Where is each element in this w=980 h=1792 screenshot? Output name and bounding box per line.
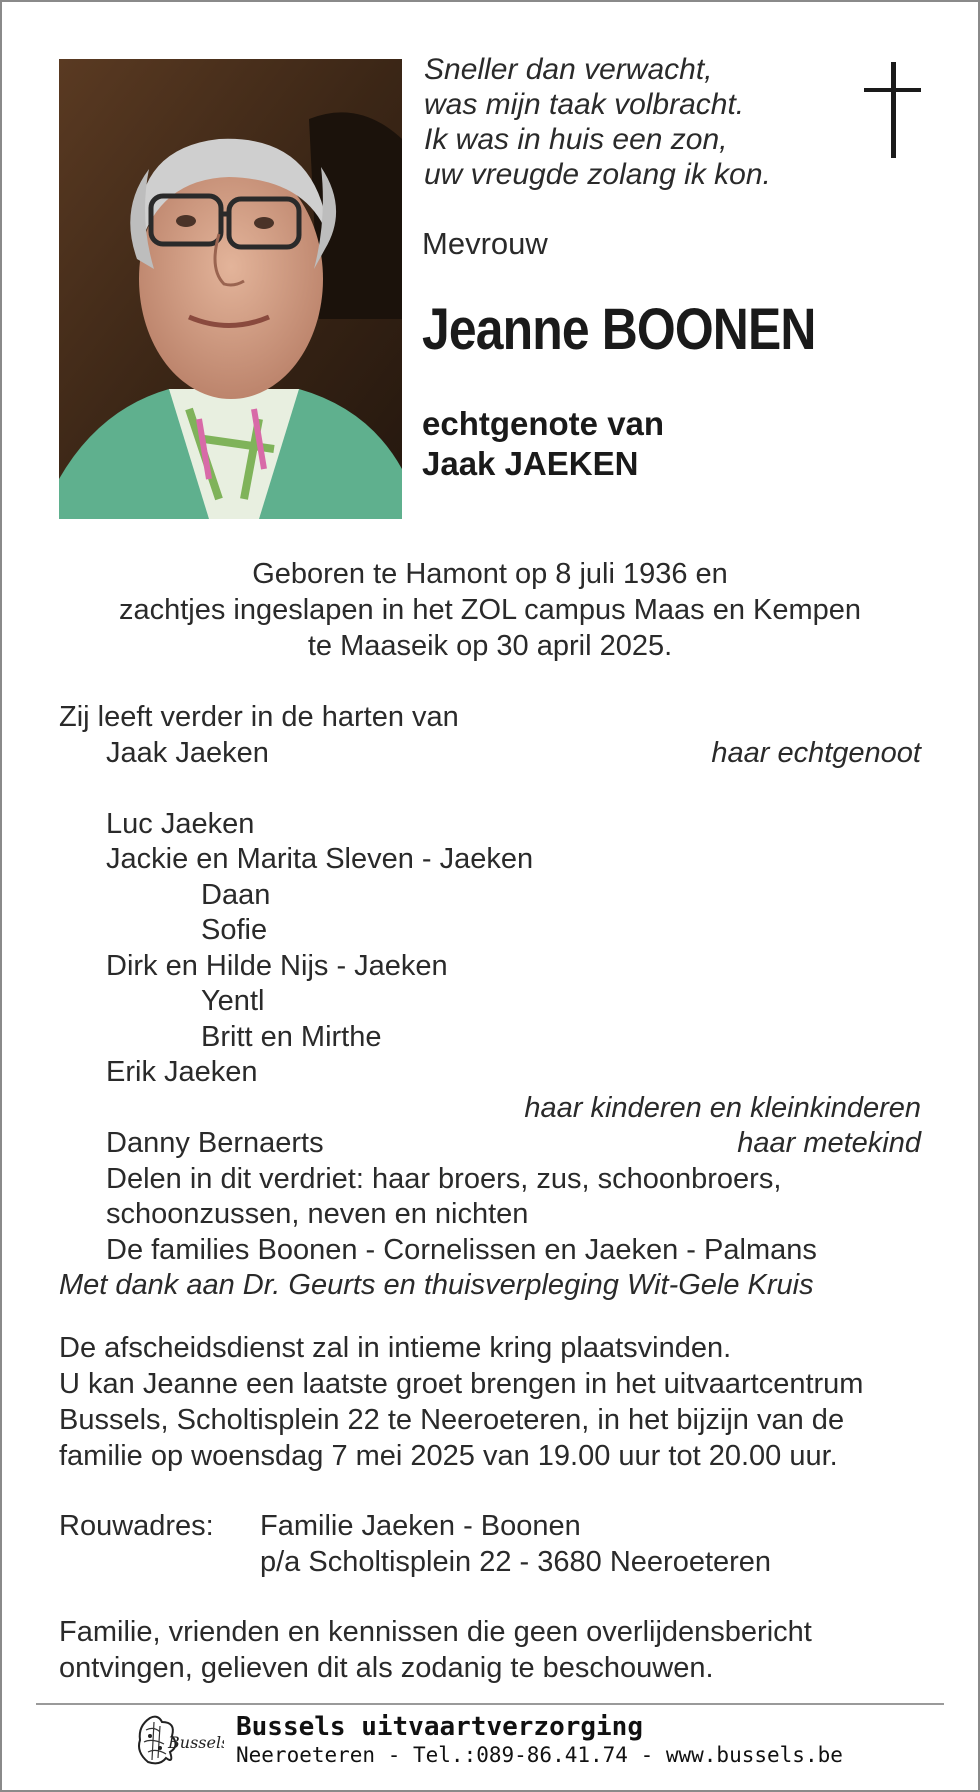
address-line: p/a Scholtisplein 22 - 3680 Neeroeteren <box>260 1546 772 1578</box>
list-item: De families Boonen - Cornelissen en Jaeken - Palmans <box>106 1233 817 1266</box>
service-line: familie op woensdag 7 mei 2025 van 19.00 uur tot 20.00 uur. <box>59 1440 838 1472</box>
portrait-photo <box>59 59 402 519</box>
poem-line: uw vreugde zolang ik kon. <box>424 158 771 191</box>
footer-divider <box>36 1703 944 1705</box>
survivors-list <box>59 700 921 1304</box>
list-item <box>59 1091 921 1127</box>
list-item: Dirk en Hilde Nijs - Jaeken <box>106 949 448 982</box>
spouse-relation: echtgenote van <box>422 405 665 442</box>
godchild-name: Danny Bernaerts <box>106 1127 324 1159</box>
latin-cross-icon <box>864 62 924 160</box>
bussels-logo-icon <box>130 1712 224 1768</box>
company-name: Bussels uitvaartverzorging <box>236 1712 643 1742</box>
children-role: haar kinderen en kleinkinderen <box>524 1091 921 1124</box>
husband-role: haar echtgenoot <box>711 736 921 769</box>
birth-line: zachtjes ingeslapen in het ZOL campus Maas en Kempen <box>118 594 862 626</box>
service-line: De afscheidsdienst zal in intieme kring plaatsvinden. <box>59 1332 732 1364</box>
honorific: Mevrouw <box>422 226 548 261</box>
list-item: Erik Jaeken <box>106 1056 258 1088</box>
godchild-role: haar metekind <box>737 1127 921 1159</box>
poem-line: Sneller dan verwacht, <box>424 53 713 86</box>
service-info <box>59 1330 863 1474</box>
service-line: U kan Jeanne een laatste groet brengen in het uitvaartcentrum <box>59 1368 864 1400</box>
list-item: Jackie en Marita Sleven - Jaeken <box>106 843 534 875</box>
deceased-name: Jeanne BOONEN <box>422 297 816 362</box>
notice-line: ontvingen, gelieven dit als zodanig te beschouwen. <box>59 1652 714 1684</box>
list-item <box>59 736 921 772</box>
poem-line: was mijn taak volbracht. <box>424 88 745 121</box>
list-item: Sofie <box>201 914 268 946</box>
notice-line: Familie, vrienden en kennissen die geen overlijdensbericht <box>59 1616 812 1648</box>
list-item: Luc Jaeken <box>106 807 255 840</box>
list-item: Yentl <box>201 985 265 1017</box>
notice <box>59 1614 812 1686</box>
poem-line: Ik was in huis een zon, <box>424 123 728 156</box>
list-item: schoonzussen, neven en nichten <box>106 1198 529 1230</box>
list-item: Britt en Mirthe <box>201 1020 382 1053</box>
list-item: Delen in dit verdriet: haar broers, zus, schoonbroers, <box>106 1162 782 1195</box>
list-item <box>59 1126 921 1162</box>
spouse-name: Jaak JAEKEN <box>422 445 639 482</box>
logo-text: Bussels <box>168 1733 224 1752</box>
spacer <box>59 771 921 807</box>
birth-line: Geboren te Hamont op 8 juli 1936 en <box>252 558 728 590</box>
spouse-block <box>422 404 664 484</box>
service-line: Bussels, Scholtisplein 22 te Neeroeteren, in het bijzijn van de <box>59 1404 845 1436</box>
mourning-address <box>260 1508 771 1580</box>
survivors-intro: Zij leeft verder in de harten van <box>59 701 459 733</box>
thanks-line: Met dank aan Dr. Geurts en thuisverpleging Wit-Gele Kruis <box>59 1269 814 1301</box>
birth-line: te Maaseik op 30 april 2025. <box>307 630 673 662</box>
poem <box>424 52 771 192</box>
company-contact: Neeroeteren - Tel.:089-86.41.74 - www.bussels.be <box>236 1743 843 1767</box>
address-line: Familie Jaeken - Boonen <box>260 1510 581 1542</box>
list-item: Daan <box>201 878 271 911</box>
address-label: Rouwadres: <box>59 1510 214 1542</box>
birth-death-info <box>0 556 980 664</box>
husband-name: Jaak Jaeken <box>106 736 269 769</box>
